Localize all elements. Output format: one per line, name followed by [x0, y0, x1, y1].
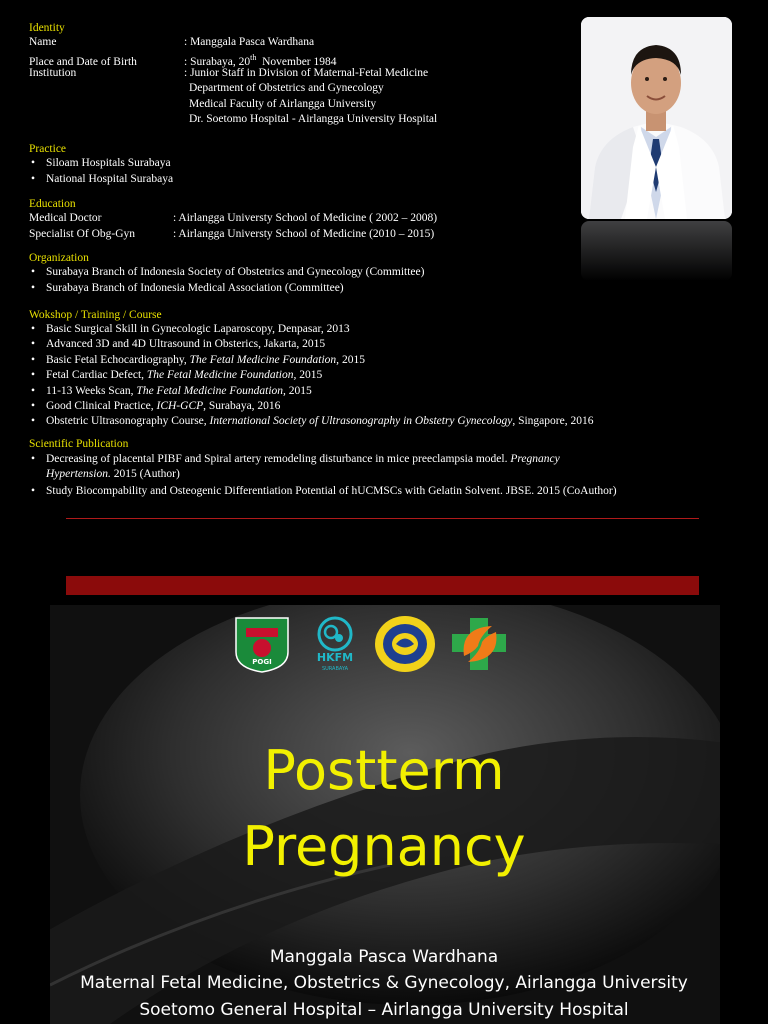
row-label: Place and Date of Birth: [29, 55, 137, 68]
institution-line: Dr. Soetomo Hospital - Airlangga University Hospital: [189, 113, 438, 125]
identity-row-institution: [29, 66, 428, 81]
row-label: Name: [29, 36, 57, 48]
publication-heading: Scientific Publication: [29, 438, 129, 450]
education-row: [29, 211, 437, 226]
row-label: Medical Doctor: [29, 212, 102, 224]
workshop-item: • Obstetric Ultrasonography Course, International Society of Ultrasonography in Obstetry Gynecology, Singapore, 2016: [31, 415, 594, 427]
practice-item: • Siloam Hospitals Surabaya: [31, 157, 171, 169]
title-slide: [0, 560, 768, 1024]
row-value: : Airlangga Universty School of Medicine (2010 – 2015): [173, 228, 435, 240]
divider-line: [66, 518, 699, 519]
institution-line: Department of Obstetrics and Gynecology: [189, 82, 384, 94]
education-heading: Education: [29, 198, 76, 210]
practice-item: • National Hospital Surabaya: [31, 173, 174, 185]
presentation-title-line2: Pregnancy: [242, 815, 526, 878]
affiliation-line: Soetomo General Hospital – Airlangga University Hospital: [139, 1000, 629, 1020]
organization-item: • Surabaya Branch of Indonesia Medical Association (Committee): [31, 282, 344, 294]
row-label: Specialist Of Obg-Gyn: [29, 228, 136, 240]
organization-heading: Organization: [29, 252, 89, 264]
pogi-logo-text: POGI: [252, 658, 272, 666]
publication-item-cont: Hypertension. 2015 (Author): [46, 468, 180, 480]
author-name: Manggala Pasca Wardhana: [269, 947, 499, 967]
hkfm-logo-subtext: SURABAYA: [321, 666, 349, 672]
practice-heading: Practice: [29, 143, 67, 155]
profile-photo: [581, 17, 732, 219]
hkfm-logo-text: HKFM: [316, 651, 354, 664]
organization-item: • Surabaya Branch of Indonesia Society of Obstetrics and Gynecology (Committee): [31, 266, 425, 278]
hkfm-logo: [307, 614, 363, 679]
row-value-after: November 1984: [256, 55, 337, 68]
institution-line: Medical Faculty of Airlangga University: [189, 98, 377, 110]
row-value: : Surabaya, 20: [184, 55, 251, 68]
row-value-sup: th: [250, 53, 257, 62]
workshop-item: • Good Clinical Practice, ICH-GCP, Surabaya, 2016: [31, 400, 281, 412]
row-value: : Junior Staff in Division of Maternal-Fetal Medicine: [184, 67, 429, 79]
presentation-title-line1: Postterm: [263, 739, 505, 802]
workshop-item: • 11-13 Weeks Scan, The Fetal Medicine Foundation, 2015: [31, 385, 312, 397]
workshop-item: • Basic Fetal Echocardiography, The Fetal Medicine Foundation, 2015: [31, 354, 365, 366]
row-value: : Airlangga Universty School of Medicine ( 2002 – 2008): [173, 212, 438, 224]
airlangga-logo: [374, 615, 436, 678]
workshop-heading: Wokshop / Training / Course: [29, 309, 162, 321]
identity-row-name: [29, 35, 314, 50]
identity-heading: Identity: [29, 22, 65, 34]
education-row: [29, 227, 434, 242]
workshop-item: • Basic Surgical Skill in Gynecologic Laparoscopy, Denpasar, 2013: [31, 323, 350, 335]
header-bar: [66, 576, 699, 595]
affiliation-line: Maternal Fetal Medicine, Obstetrics & Gynecology, Airlangga University: [80, 973, 688, 993]
profile-photo-reflection: [581, 221, 732, 281]
workshop-item: • Advanced 3D and 4D Ultrasound in Obsterics, Jakarta, 2015: [31, 338, 326, 350]
workshop-item: • Fetal Cardiac Defect, The Fetal Medicine Foundation, 2015: [31, 369, 323, 381]
row-value: : Manggala Pasca Wardhana: [184, 36, 315, 48]
hospital-cross-logo: [450, 616, 510, 677]
pogi-logo: [232, 614, 292, 679]
publication-item: • Decreasing of placental PIBF and Spiral artery remodeling disturbance in mice preeclampsia model. Pregnancy: [31, 453, 560, 465]
row-label: Institution: [29, 67, 77, 79]
publication-item: • Study Biocompability and Osteogenic Differentiation Potential of hUCMSCs with Gelatin Solvent. JBSE. 2015 (CoAuthor): [31, 485, 617, 497]
